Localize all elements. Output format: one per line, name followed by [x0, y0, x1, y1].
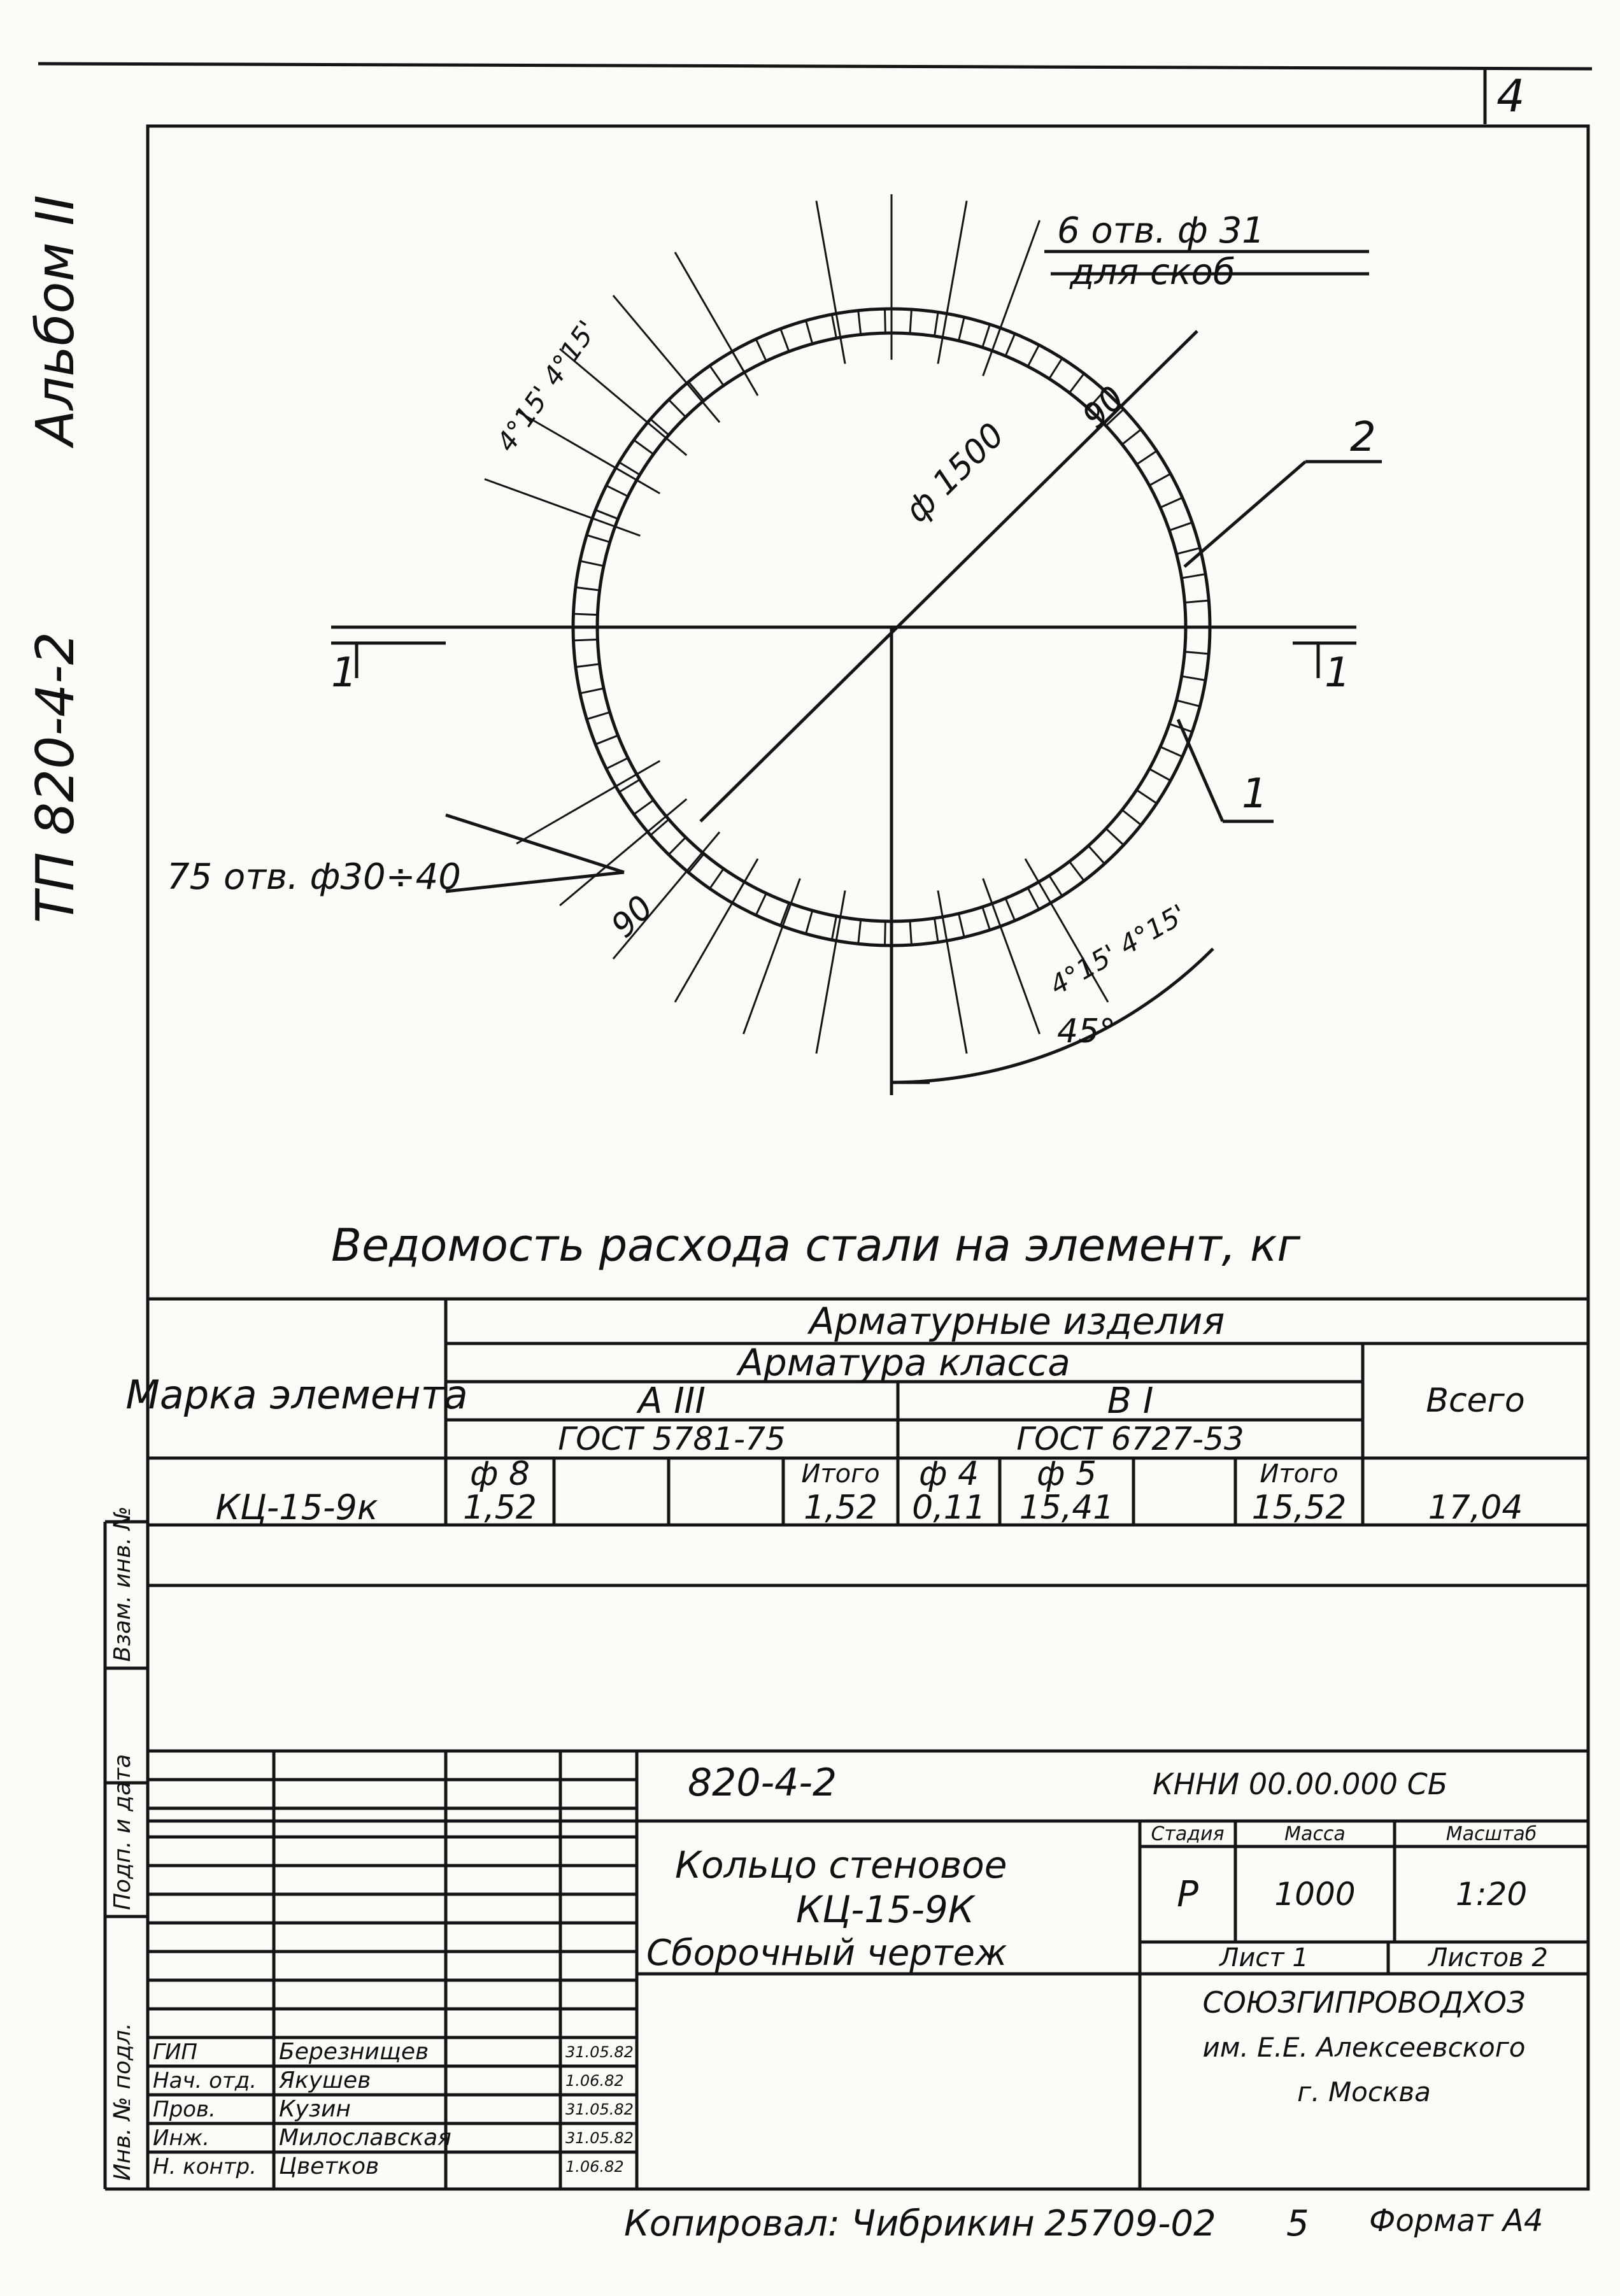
ring-tick — [983, 324, 990, 347]
ring-tick — [634, 800, 653, 814]
ring-tick — [806, 911, 813, 934]
ring-tick — [1005, 898, 1015, 921]
class-a: А III — [638, 1380, 706, 1422]
ring-tick — [1176, 700, 1200, 706]
sheet-label: Лист 1 — [1219, 1943, 1309, 1973]
row-b-total: 15,52 — [1251, 1488, 1347, 1527]
rebar-ray — [743, 879, 800, 1034]
ring-tick — [885, 309, 886, 333]
staff-role: Нач. отд. — [153, 2067, 257, 2094]
ring-tick — [1176, 548, 1200, 554]
mass-value: 1000 — [1274, 1876, 1356, 1913]
rebar-ray — [485, 479, 640, 535]
col-b-2: ф 5 — [1036, 1455, 1097, 1493]
ring-tick — [634, 440, 653, 454]
item-name-line3: Сборочный чертеж — [646, 1932, 1007, 1974]
staff-name: Березнищев — [279, 2039, 429, 2065]
row-a-total: 1,52 — [804, 1488, 878, 1527]
ring-tick — [1122, 429, 1141, 444]
album-label: Альбом II — [25, 195, 86, 446]
ring-tick — [832, 916, 836, 940]
stage-header: Стадия — [1151, 1822, 1225, 1845]
angle-right: 4°15' 4°15' — [1044, 898, 1192, 1002]
ring-tick — [756, 893, 766, 915]
ring-tick — [858, 311, 861, 335]
ring-tick — [1160, 498, 1183, 507]
row-total: 17,04 — [1428, 1488, 1523, 1527]
holes-bottom-label: 75 отв. ф30÷40 — [167, 856, 461, 898]
rebar-ray — [983, 220, 1040, 376]
staff-date: 1.06.82 — [565, 2157, 624, 2176]
ring-tick — [576, 587, 600, 590]
ring-tick — [669, 400, 686, 417]
staff-role: Инж. — [153, 2125, 210, 2151]
steel-table-title: Ведомость расхода стали на элемент, кг — [331, 1219, 1301, 1272]
ring-tick — [910, 921, 911, 945]
project-label: ТП 820-4-2 — [25, 632, 86, 923]
ring-tick — [619, 462, 640, 475]
total-header: Всего — [1426, 1382, 1525, 1420]
col-a-total: Итого — [801, 1459, 880, 1489]
staff-date: 1.06.82 — [565, 2071, 624, 2090]
row-mark: КЦ-15-9к — [215, 1487, 378, 1527]
ring-tick — [910, 309, 911, 334]
ring-tick — [1049, 875, 1062, 896]
holes-top-sub-label: для скоб — [1070, 252, 1235, 293]
ring-tick — [595, 735, 618, 744]
col-b-1: ф 4 — [918, 1455, 979, 1493]
scale-header: Масштаб — [1446, 1822, 1537, 1845]
ring-tick — [1028, 345, 1039, 367]
mass-header: Масса — [1284, 1822, 1346, 1845]
group-header: Арматурные изделия — [809, 1300, 1225, 1343]
ring-tick — [1005, 334, 1015, 356]
ring-tick — [1160, 747, 1183, 756]
ring-tick — [580, 688, 604, 693]
ring-tick — [1169, 523, 1192, 530]
ring-tick — [586, 712, 609, 719]
stage-value: Р — [1177, 1873, 1198, 1915]
dim-90-top: 90 — [1075, 379, 1132, 436]
ring-tick — [983, 907, 990, 930]
format-label: Формат А4 — [1369, 2203, 1544, 2239]
class-b: В I — [1107, 1380, 1154, 1422]
section-right: 1 — [1325, 649, 1351, 697]
org-line1: СОЮЗГИПРОВОДХОЗ — [1202, 1985, 1526, 2020]
dim-90-bottom: 90 — [604, 888, 661, 946]
ring-tick — [1137, 790, 1157, 804]
ring-tick — [1184, 652, 1209, 654]
copy-page: 5 — [1286, 2203, 1309, 2244]
mark-header: Марка элемента — [125, 1371, 468, 1418]
row-a-1: 1,52 — [463, 1488, 537, 1527]
staff-name: Якушев — [279, 2067, 371, 2094]
sheets-label: Листов 2 — [1428, 1943, 1548, 1973]
staff-name: Милославская — [279, 2125, 451, 2151]
ring-tick — [580, 561, 604, 566]
ring-tick — [1149, 769, 1170, 781]
mark-1: 1 — [1242, 770, 1268, 818]
angle-45: 45° — [1057, 1012, 1116, 1051]
ring-tick — [576, 664, 600, 667]
ring-tick — [606, 486, 628, 497]
copy-number: 25709-02 — [1044, 2203, 1216, 2244]
ring-tick — [710, 868, 724, 888]
ring-tick — [688, 382, 704, 400]
row-b-2: 15,41 — [1019, 1488, 1114, 1527]
ring-tick — [710, 365, 724, 385]
gost-a: ГОСТ 5781-75 — [558, 1421, 786, 1457]
ring-tick — [595, 510, 618, 519]
doc-code: 820-4-2 — [688, 1761, 837, 1805]
angle-left: 4°15' 4°15' — [490, 315, 604, 458]
staff-role: Пров. — [153, 2096, 216, 2122]
ring-tick — [619, 779, 640, 792]
ring-tick — [586, 535, 609, 542]
col-b-total: Итого — [1260, 1459, 1339, 1489]
ring-tick — [1028, 888, 1039, 909]
staff-date: 31.05.82 — [565, 2043, 634, 2061]
section-left: 1 — [331, 649, 357, 697]
ring-tick — [958, 914, 964, 937]
item-name-line2: КЦ-15-9К — [796, 1888, 974, 1931]
ring-tick — [1069, 861, 1084, 881]
ring-tick — [958, 317, 964, 341]
class-header: Арматура класса — [738, 1341, 1070, 1384]
item-name-line1: Кольцо стеновое — [675, 1843, 1007, 1887]
rebar-ray — [983, 879, 1040, 1034]
ring-tick — [832, 315, 836, 338]
ring-tick — [756, 339, 766, 361]
ring-tick — [1184, 600, 1209, 602]
ring-tick — [781, 329, 789, 351]
ring-tick — [934, 918, 938, 942]
holes-top-label: 6 отв. ф 31 — [1057, 210, 1265, 252]
ring-tick — [1182, 574, 1205, 578]
staff-date: 31.05.82 — [565, 2129, 634, 2147]
ring-tick — [1137, 451, 1157, 464]
org-line3: г. Москва — [1297, 2076, 1431, 2108]
staff-date: 31.05.82 — [565, 2100, 634, 2118]
side-stamp-sign: Подп. и дата — [110, 1754, 136, 1910]
ring-tick — [688, 854, 704, 872]
ring-tick — [1182, 676, 1205, 680]
ring-tick — [1049, 358, 1062, 379]
ring-tick — [573, 639, 597, 641]
row-b-1: 0,11 — [912, 1488, 986, 1527]
rebar-ray — [516, 761, 660, 844]
ring-tick — [1149, 474, 1170, 485]
copied-by: Копировал: Чибрикин — [624, 2203, 1035, 2244]
col-a-1: ф 8 — [469, 1455, 530, 1493]
ring-tick — [1069, 374, 1084, 393]
sheet-number: 4 — [1496, 70, 1525, 122]
ring-tick — [573, 614, 597, 615]
ring-tick — [1122, 810, 1141, 825]
ring-tick — [669, 837, 686, 854]
ring-tick — [934, 312, 938, 336]
org-line2: им. Е.Е. Алексеевского — [1202, 2031, 1526, 2063]
doc-code-right: КННИ 00.00.000 СБ — [1153, 1767, 1448, 1801]
diameter-label: ф 1500 — [898, 416, 1012, 530]
staff-name: Кузин — [279, 2096, 351, 2122]
staff-role: ГИП — [153, 2039, 197, 2065]
ring-tick — [1106, 828, 1124, 845]
ring-tick — [1088, 846, 1104, 863]
ring-tick — [885, 921, 886, 946]
ring-tick — [858, 919, 861, 944]
staff-name: Цветков — [279, 2153, 380, 2179]
side-stamp-replace: Взам. инв. № — [110, 1506, 136, 1662]
scale-value: 1:20 — [1455, 1876, 1528, 1913]
ring-tick — [606, 758, 628, 769]
mark-2: 2 — [1350, 414, 1376, 461]
gost-b: ГОСТ 6727-53 — [1016, 1421, 1244, 1457]
ring-tick — [806, 320, 813, 344]
staff-role: Н. контр. — [153, 2153, 257, 2179]
side-stamp-inv: Инв. № подл. — [110, 2022, 136, 2181]
